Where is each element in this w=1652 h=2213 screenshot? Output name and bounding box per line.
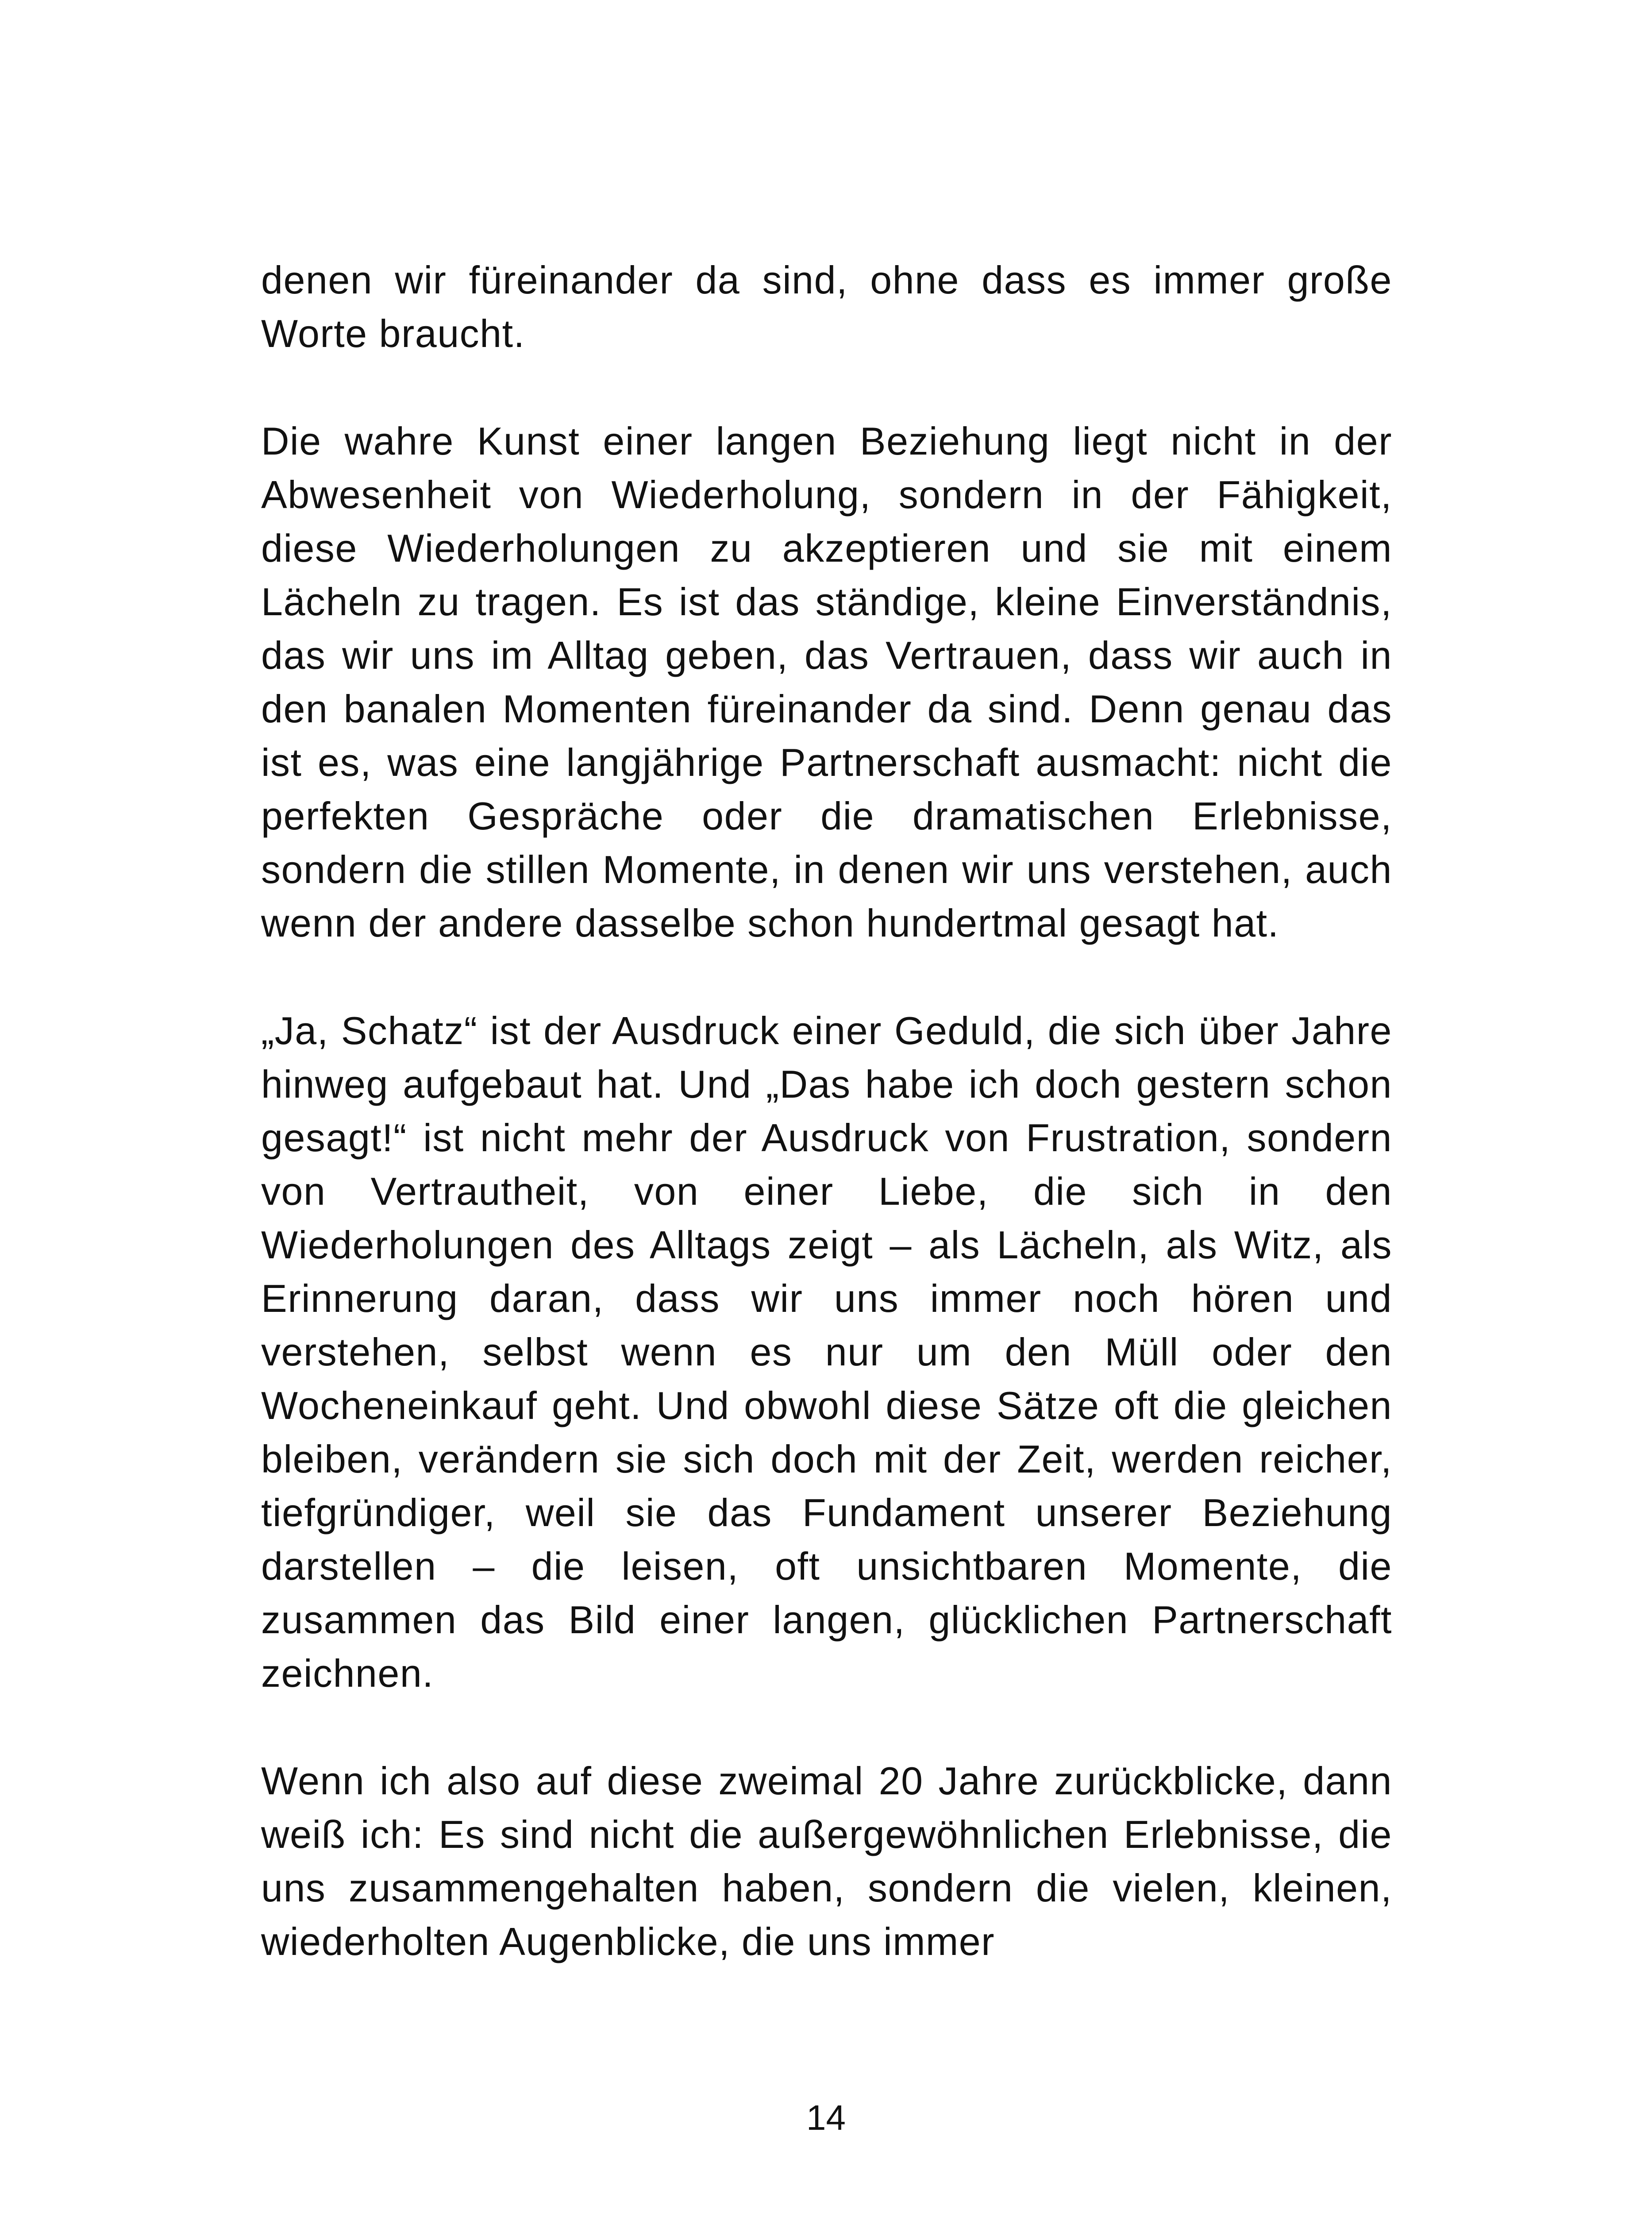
- paragraph-3: „Ja, Schatz“ ist der Ausdruck einer Geduld, die sich über Jahre hinweg aufgebaut hat. Und „Das habe ich doch gestern schon gesagt!“ ist nicht mehr der Ausdruck von Frustration, sondern von Vertrautheit, von einer Liebe, die sich in den Wiederholungen des Alltags zeigt – als Lächeln, als Witz, als Erinnerung daran, dass wir uns immer noch hören und verstehen, selbst wenn es nur um den Müll oder den Wocheneinkauf geht. Und obwohl diese Sätze oft die gleichen bleiben, verändern sie sich doch mit der Zeit, werden reicher, tiefgründiger, weil sie das Fundament unserer Beziehung darstellen – die leisen, oft unsichtbaren Momente, die zusammen das Bild einer langen, glücklichen Partnerschaft zeichnen.: [261, 1009, 1392, 1695]
- page-number: 14: [806, 2098, 846, 2137]
- paragraph-4: Wenn ich also auf diese zweimal 20 Jahre zurückblicke, dann weiß ich: Es sind nicht die außergewöhnlichen Erlebnisse, die uns zusammengehalten haben, sondern die vielen, kleinen, wiederholten Augenblicke, die uns immer: [261, 1759, 1392, 1963]
- body-text: [261, 253, 1392, 1968]
- paragraph-2: Die wahre Kunst einer langen Beziehung liegt nicht in der Abwesenheit von Wiederholung, sondern in der Fähigkeit, diese Wiederholungen zu akzeptieren und sie mit einem Lächeln zu tragen. Es ist das ständige, kleine Einverständnis, das wir uns im Alltag geben, das Vertrauen, dass wir auch in den banalen Momenten füreinander da sind. Denn genau das ist es, was eine langjährige Partnerschaft ausmacht: nicht die perfekten Gespräche oder die dramatischen Erlebnisse, sondern die stillen Momente, in denen wir uns verstehen, auch wenn der andere dasselbe schon hundertmal gesagt hat.: [261, 419, 1392, 945]
- paragraph-1: denen wir füreinander da sind, ohne dass es immer große Worte braucht.: [261, 258, 1392, 355]
